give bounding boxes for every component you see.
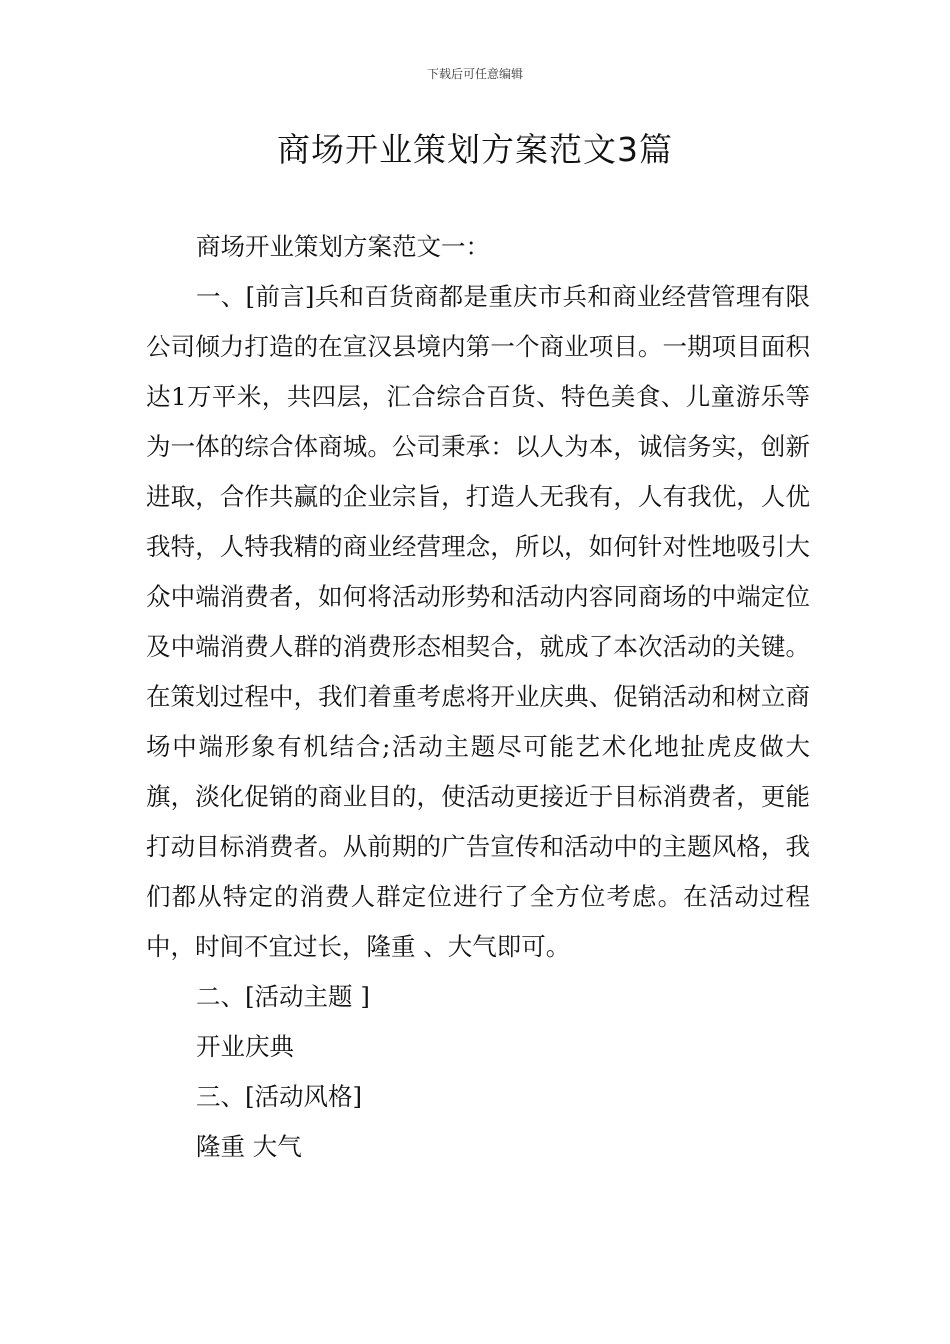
paragraph-theme: 开业庆典: [196, 1032, 294, 1061]
paragraph-preface: 一、[前言]兵和百货商都是重庆市兵和商业经营管理有限公司倾力打造的在宣汉县境内第一个商业项目。一期项目面积达1万平米，共四层，汇合综合百货、特色美食、儿童游乐等为一体的综合体商城。公司秉承：以人为本，诚信务实，创新进取，合作共赢的企业宗旨，打造人无我有，人有我优，人优我特，人特我精的商业经营理念，所以，如何针对性地吸引大众中端消费者，如何将活动形势和活动内容同商场的中端定位及中端消费人群的消费形态相契合，就成了本次活动的关键。 在策划过程中，我们着重考虑将开业庆典、促销活动和树立商场中端形象有机结合;活动主题尽可能艺术化地扯虎皮做大旗，淡化促销的商业目的，使活动更接近于目标消费者，更能打动目标消费者。从前期的广告宣传和活动中的主题风格，我们都从特定的消费人群定位进行了全方位考虑。在活动过程中，时间不宜过长，隆重 、大气即可。: [146, 282, 810, 961]
section-heading-theme: 二、[活动主题 ]: [196, 982, 370, 1011]
header-note: 下载后可任意编辑: [426, 67, 523, 81]
paragraph-style: 隆重 大气: [196, 1132, 302, 1161]
document-body: [146, 222, 810, 1172]
subheading-sample-one: 商场开业策划方案范文一：: [196, 232, 490, 261]
section-heading-style: 三、[活动风格]: [196, 1082, 363, 1111]
document-title: 商场开业策划方案范文3篇: [277, 130, 673, 169]
